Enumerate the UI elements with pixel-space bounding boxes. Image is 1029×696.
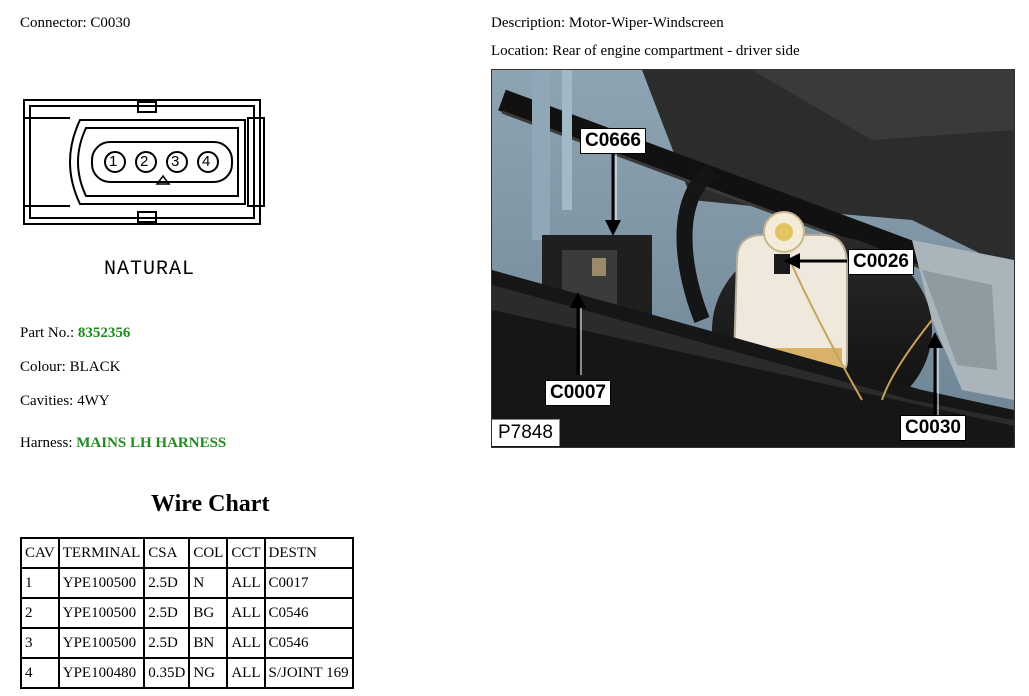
engine-compartment-photo <box>491 69 1015 448</box>
colour-line <box>20 359 120 376</box>
location-value: Rear of engine compartment - driver side <box>552 43 800 59</box>
cell-cct: ALL <box>227 658 264 688</box>
part-no-label: Part No.: <box>20 325 75 341</box>
figure-id-label: P7848 <box>492 419 560 446</box>
wire-chart-table <box>20 537 354 689</box>
column-header-cav: CAV <box>21 538 59 568</box>
cell-col: N <box>189 568 227 598</box>
column-header-cct: CCT <box>227 538 264 568</box>
cell-destn: C0017 <box>265 568 353 598</box>
cavities-line <box>20 393 110 410</box>
cell-col: BN <box>189 628 227 658</box>
cell-terminal: YPE100500 <box>59 628 145 658</box>
table-row <box>21 598 353 628</box>
table-row <box>21 568 353 598</box>
column-header-destn: DESTN <box>265 538 353 568</box>
pin-label-4: 4 <box>202 153 211 170</box>
description-value: Motor-Wiper-Windscreen <box>568 15 724 31</box>
connector-face-diagram <box>20 96 270 236</box>
connector-value: C0030 <box>90 15 131 31</box>
colour-label: Colour: <box>20 359 66 375</box>
table-row <box>21 628 353 658</box>
cell-cav: 1 <box>21 568 59 598</box>
cell-csa: 2.5D <box>144 598 189 628</box>
pin-label-1: 1 <box>109 153 118 170</box>
location-label: Location: <box>491 43 549 59</box>
cell-cct: ALL <box>227 628 264 658</box>
cell-cav: 2 <box>21 598 59 628</box>
cell-destn: S/JOINT 169 <box>265 658 353 688</box>
callout-c0007: C0007 <box>545 380 611 406</box>
table-row <box>21 658 353 688</box>
cell-terminal: YPE100480 <box>59 658 145 688</box>
cell-col: BG <box>189 598 227 628</box>
cell-destn: C0546 <box>265 598 353 628</box>
harness-link[interactable]: MAINS LH HARNESS <box>76 435 227 451</box>
cell-col: NG <box>189 658 227 688</box>
part-no-line <box>20 325 130 342</box>
description-line <box>491 15 724 32</box>
pin-label-2: 2 <box>140 153 149 170</box>
wire-chart-title: Wire Chart <box>151 491 270 517</box>
table-header-row <box>21 538 353 568</box>
cell-cct: ALL <box>227 568 264 598</box>
connector-heading <box>20 15 130 32</box>
cavities-label: Cavities: <box>20 393 74 409</box>
description-label: Description: <box>491 15 566 31</box>
cell-terminal: YPE100500 <box>59 568 145 598</box>
cavities-value: 4WY <box>77 393 110 409</box>
harness-label: Harness: <box>20 435 73 451</box>
column-header-col: COL <box>189 538 227 568</box>
connector-label: Connector: <box>20 15 87 31</box>
column-header-terminal: TERMINAL <box>59 538 145 568</box>
cell-cct: ALL <box>227 598 264 628</box>
location-line <box>491 43 800 60</box>
cell-cav: 4 <box>21 658 59 688</box>
cell-csa: 2.5D <box>144 568 189 598</box>
part-no-link[interactable]: 8352356 <box>77 325 131 341</box>
pin-label-3: 3 <box>171 153 180 170</box>
colour-value: BLACK <box>69 359 121 375</box>
cell-csa: 2.5D <box>144 628 189 658</box>
cell-cav: 3 <box>21 628 59 658</box>
connector-colour-caption: NATURAL <box>104 258 196 281</box>
cell-terminal: YPE100500 <box>59 598 145 628</box>
callout-c0666: C0666 <box>580 128 646 154</box>
cell-destn: C0546 <box>265 628 353 658</box>
cell-csa: 0.35D <box>144 658 189 688</box>
column-header-csa: CSA <box>144 538 189 568</box>
callout-c0026: C0026 <box>848 249 914 275</box>
callout-c0030: C0030 <box>900 415 966 441</box>
harness-line <box>20 435 226 452</box>
